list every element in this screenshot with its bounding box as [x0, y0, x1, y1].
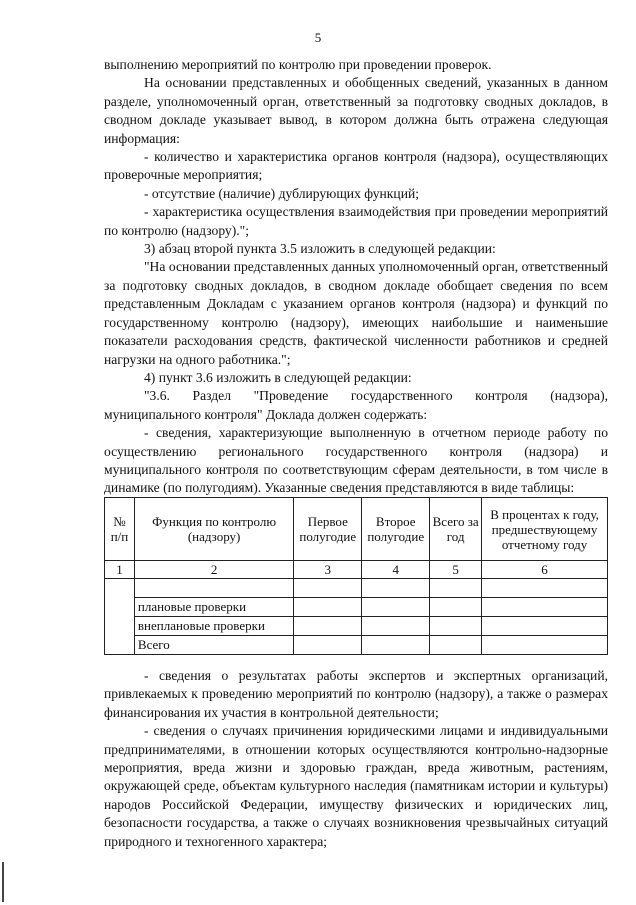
header-cell: В процентах к году, предшествующему отчетному году — [482, 498, 608, 561]
table-cell — [482, 617, 608, 636]
paragraph: - сведения о случаях причинения юридическими лицами и индивидуальными предпринимателями, в отношении которых осуществляются контрольно-надзорные мероприятия, вреда жизни и здоровью граждан, вреда животным, растениям, окружающей среде, объектам культурного наследия (памятникам истории и культуры) народов Российской Федерации, имуществу физических и юридических лиц, безопасности государства, а также о случаях возникновения чрезвычайных ситуаций природного и техногенного характера; — [104, 723, 608, 849]
header-cell: Функция по контролю (надзору) — [134, 498, 293, 561]
inspection-table — [104, 497, 608, 655]
table-cell — [482, 598, 608, 617]
number-cell: 1 — [105, 561, 135, 579]
number-cell: 6 — [482, 561, 608, 579]
row-label: плановые проверки — [134, 598, 293, 617]
header-cell: Второе полугодие — [362, 498, 430, 561]
header-cell: Всего за год — [430, 498, 482, 561]
table-row — [105, 579, 608, 598]
table-cell — [294, 579, 362, 598]
table-cell — [430, 579, 482, 598]
paragraph: выполнению мероприятий по контролю при проведении проверок. — [104, 57, 492, 72]
table-cell — [294, 617, 362, 636]
paragraph: "На основании представленных данных уполномоченный орган, ответственный за подготовку сводных докладов, в сводном докладе обобщает сведения по всем представленным Докладам с указанием органов контроля (надзора) и функций по государственному контролю (надзору), имеющих наибольшие и наименьшие показатели расходования средств, фактической численности работников и средней нагрузки на одного работника."; — [104, 259, 608, 367]
table-cell — [430, 598, 482, 617]
table-cell — [362, 598, 430, 617]
row-label: внеплановые проверки — [134, 617, 293, 636]
table-cell — [482, 579, 608, 598]
paragraph: - характеристика осуществления взаимодействия при проведении мероприятий по контролю (надзору)."; — [104, 204, 608, 238]
paragraph: - сведения, характеризующие выполненную в отчетном периоде работу по осуществлению регионального государственного контроля (надзора) и муниципального контроля по соответствующим сферам деятельности, в том числе в динамике (по полугодиям). Указанные сведения представляются в виде таблицы: — [104, 425, 608, 496]
table-cell — [294, 598, 362, 617]
paragraph: - количество и характеристика органов контроля (надзора), осуществляющих проверочные мероприятия; — [104, 149, 608, 183]
text-before-table — [104, 56, 608, 498]
paragraph: 4) пункт 3.6 изложить в следующей редакции: — [144, 369, 412, 385]
table-cell — [430, 617, 482, 636]
number-cell: 4 — [362, 561, 430, 579]
table-cell — [430, 636, 482, 655]
paragraph: - отсутствие (наличие) дублирующих функций; — [144, 185, 420, 201]
scan-edge-mark — [2, 862, 4, 902]
table-row — [105, 598, 608, 617]
table-cell — [105, 579, 135, 655]
table-cell — [362, 579, 430, 598]
number-cell: 2 — [134, 561, 293, 579]
number-cell: 3 — [294, 561, 362, 579]
paragraph: На основании представленных и обобщенных сведений, указанных в данном разделе, уполномоченный орган, ответственный за подготовку сводных докладов, в сводном докладе указывает вывод, в котором должна быть отражена следующая информация: — [104, 75, 608, 146]
table-header-row — [105, 498, 608, 561]
number-cell: 5 — [430, 561, 482, 579]
table-cell — [362, 617, 430, 636]
table-cell — [362, 636, 430, 655]
table-cell — [482, 636, 608, 655]
text-after-table — [104, 667, 608, 851]
table-cell — [294, 636, 362, 655]
table-row — [105, 617, 608, 636]
header-cell: Первое полугодие — [294, 498, 362, 561]
paragraph: "3.6. Раздел "Проведение государственного контроля (надзора), муниципального контроля" Доклада должен содержать: — [104, 388, 608, 422]
paragraph: - сведения о результатах работы экспертов и экспертных организаций, привлекаемых к проведению мероприятий по контролю (надзору), а также о размерах финансирования их участия в контрольной деятельности; — [104, 668, 608, 720]
table-number-row — [105, 561, 608, 579]
header-cell: № п/п — [105, 498, 135, 561]
paragraph: 3) абзац второй пункта 3.5 изложить в следующей редакции: — [144, 241, 496, 257]
page-number: 5 — [314, 30, 322, 45]
row-label — [134, 579, 293, 598]
row-label: Всего — [134, 636, 293, 655]
table-row — [105, 636, 608, 655]
